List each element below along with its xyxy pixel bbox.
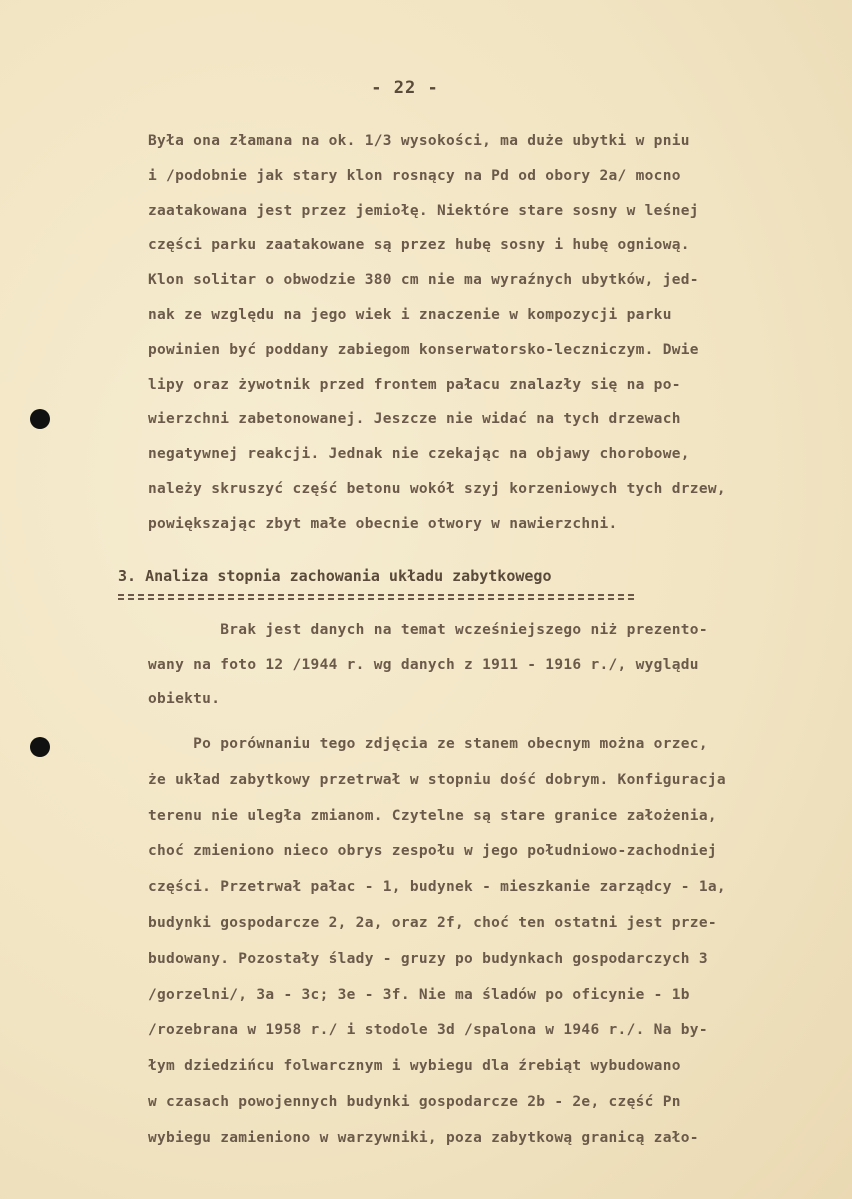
text-line: wierzchni zabetonowanej. Jeszcze nie widać na tych drzewach [148,411,681,428]
text-line: /gorzelni/, 3a - 3c; 3e - 3f. Nie ma śladów po oficynie - 1b [148,986,690,1003]
text-line: części. Przetrwał pałac - 1, budynek - mieszkanie zarządcy - 1a, [148,879,726,896]
text-line: Klon solitar o obwodzie 380 cm nie ma wyraźnych ubytków, jed- [148,272,699,289]
text-line: lipy oraz żywotnik przed frontem pałacu znalazły się na po- [148,376,681,393]
text-line: że układ zabytkowy przetrwał w stopniu dość dobrym. Konfiguracja [148,771,726,788]
text-line: budynki gospodarcze 2, 2a, oraz 2f, choć ten ostatni jest prze- [148,915,717,931]
text-line: wybiegu zamieniono w warzywniki, poza zabytkową granicą zało- [148,1129,699,1146]
binder-hole-top [30,409,50,429]
text-line: części parku zaatakowane są przez hubę sosny i hubę ogniową. [148,237,690,254]
text-line: /rozebrana w 1958 r./ i stodole 3d /spalona w 1946 r./. Na by- [148,1022,708,1039]
text-line: choć zmieniono nieco obrys zespołu w jego południowo-zachodniej [148,843,717,860]
text-line: budowany. Pozostały ślady - gruzy po budynkach gospodarczych 3 [148,950,708,967]
text-line: obiektu. [148,691,221,707]
text-line: negatywnej reakcji. Jednak nie czekając na objawy chorobowe, [148,446,690,463]
text-line: łym dziedzińcu folwarcznym i wybiegu dla źrebiąt wybudowano [148,1058,681,1075]
page-number: - 22 - [371,78,439,98]
text-line: Brak jest danych na temat wcześniejszego niż prezento- [148,622,708,638]
text-line: zaatakowana jest przez jemiołę. Niektóre stare sosny w leśnej [148,202,699,219]
text-line: w czasach powojennych budynki gospodarcze 2b - 2e, część Pn [148,1094,681,1110]
text-line: powinien być poddany zabiegom konserwatorsko-leczniczym. Dwie [148,341,699,358]
text-line: powiększając zbyt małe obecnie otwory w nawierzchni. [148,515,618,532]
text-line: należy skruszyć część betonu wokół szyj korzeniowych tych drzew, [148,481,726,497]
text-line: wany na foto 12 /1944 r. wg danych z 1911 - 1916 r./, wyglądu [148,656,699,673]
text-line: nak ze względu na jego wiek i znaczenie w kompozycji parku [148,307,672,323]
binder-hole-bottom [30,737,50,757]
text-line: terenu nie uległa zmianom. Czytelne są stare granice założenia, [148,807,717,824]
text-line: i /podobnie jak stary klon rosnący na Pd od obory 2a/ mocno [148,167,681,184]
section-heading: 3. Analiza stopnia zachowania układu zabytkowego [118,567,552,585]
text-line: Była ona złamana na ok. 1/3 wysokości, ma duże ubytki w pniu [148,133,690,149]
text-line: Po porównaniu tego zdjęcia ze stanem obecnym można orzec, [148,736,708,752]
heading-underline [118,594,634,600]
